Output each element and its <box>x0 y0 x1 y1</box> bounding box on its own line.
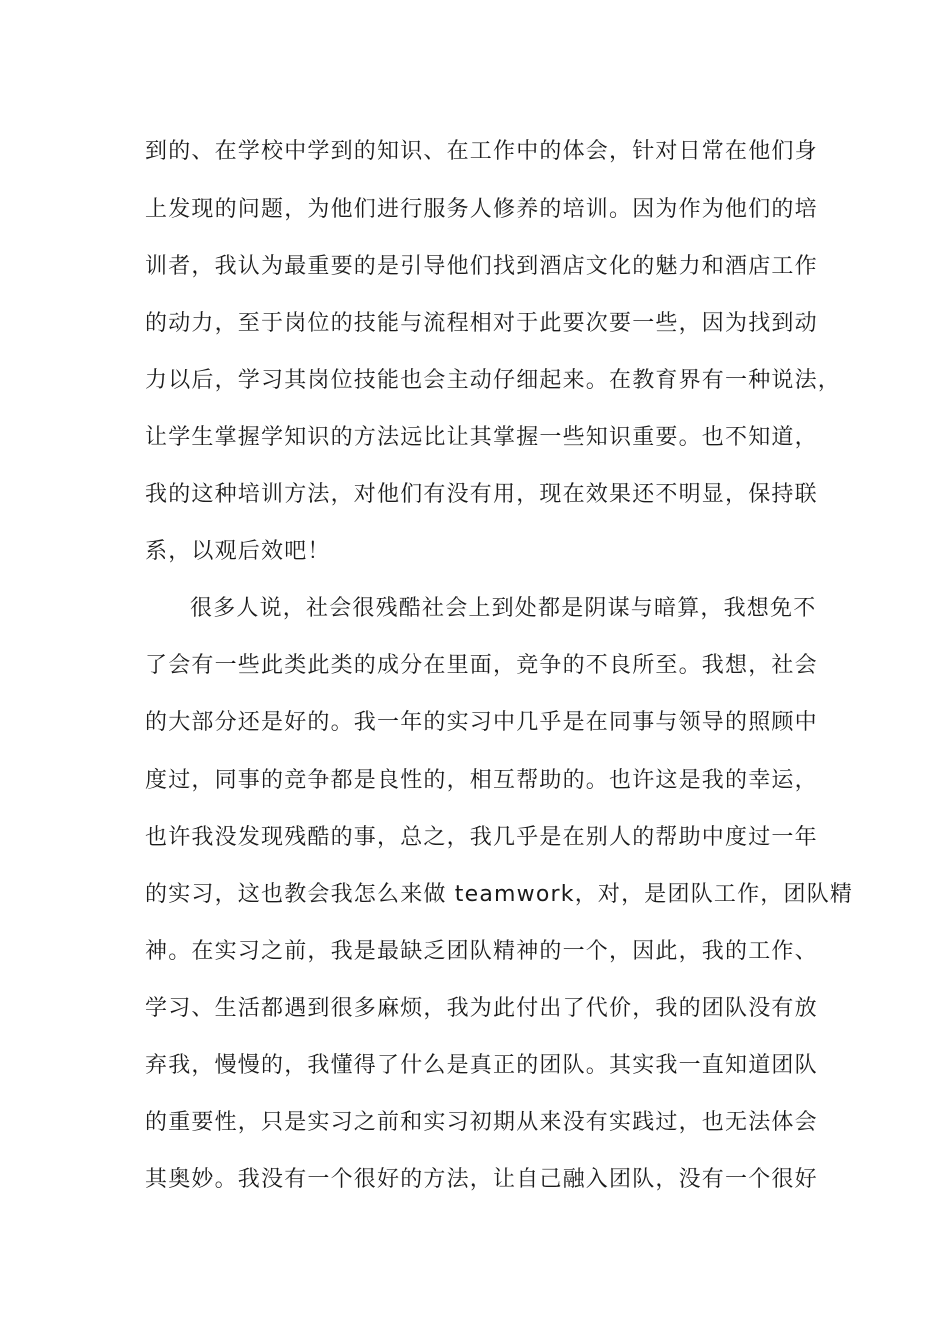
paragraph-1-line-8: 系，以观后效吧！ <box>145 539 331 564</box>
paragraph-1-line-1: 到的、在学校中学到的知识、在工作中的体会，针对日常在他们身 <box>145 139 818 164</box>
paragraph-2-line-9: 弃我，慢慢的，我懂得了什么是真正的团队。其实我一直知道团队 <box>145 1053 818 1078</box>
paragraph-2-line-2: 了会有一些此类此类的成分在里面，竞争的不良所至。我想，社会 <box>145 653 818 678</box>
paragraph-2-line-11: 其奥妙。我没有一个很好的方法，让自己融入团队，没有一个很好 <box>145 1167 818 1192</box>
paragraph-2-line-3: 的大部分还是好的。我一年的实习中几乎是在同事与领导的照顾中 <box>145 710 818 735</box>
paragraph-1-line-4: 的动力，至于岗位的技能与流程相对于此要次要一些，因为找到动 <box>145 311 818 336</box>
paragraph-2-line-8: 学习、生活都遇到很多麻烦，我为此付出了代价，我的团队没有放 <box>145 996 818 1021</box>
paragraph-2-line-4: 度过，同事的竞争都是良性的，相互帮助的。也许这是我的幸运， <box>145 768 818 793</box>
paragraph-2-line-7: 神。在实习之前，我是最缺乏团队精神的一个，因此，我的工作、 <box>145 939 818 964</box>
paragraph-1-line-6: 让学生掌握学知识的方法远比让其掌握一些知识重要。也不知道， <box>145 425 818 450</box>
paragraph-2-line-1: 很多人说，社会很残酷社会上到处都是阴谋与暗算，我想免不 <box>190 596 817 621</box>
paragraph-1-line-2: 上发现的问题，为他们进行服务人修养的培训。因为作为他们的培 <box>145 197 818 222</box>
paragraph-1-line-3: 训者，我认为最重要的是引导他们找到酒店文化的魅力和酒店工作 <box>145 254 818 279</box>
paragraph-2-line-5: 也许我没发现残酷的事，总之，我几乎是在别人的帮助中度过一年 <box>145 825 818 850</box>
paragraph-2-line-6: 的实习，这也教会我怎么来做 teamwork，对，是团队工作，团队精 <box>145 882 854 907</box>
paragraph-1-line-5: 力以后，学习其岗位技能也会主动仔细起来。在教育界有一种说法， <box>145 368 842 393</box>
paragraph-2-line-10: 的重要性，只是实习之前和实习初期从来没有实践过，也无法体会 <box>145 1110 818 1135</box>
paragraph-1-line-7: 我的这种培训方法，对他们有没有用，现在效果还不明显，保持联 <box>145 482 818 507</box>
